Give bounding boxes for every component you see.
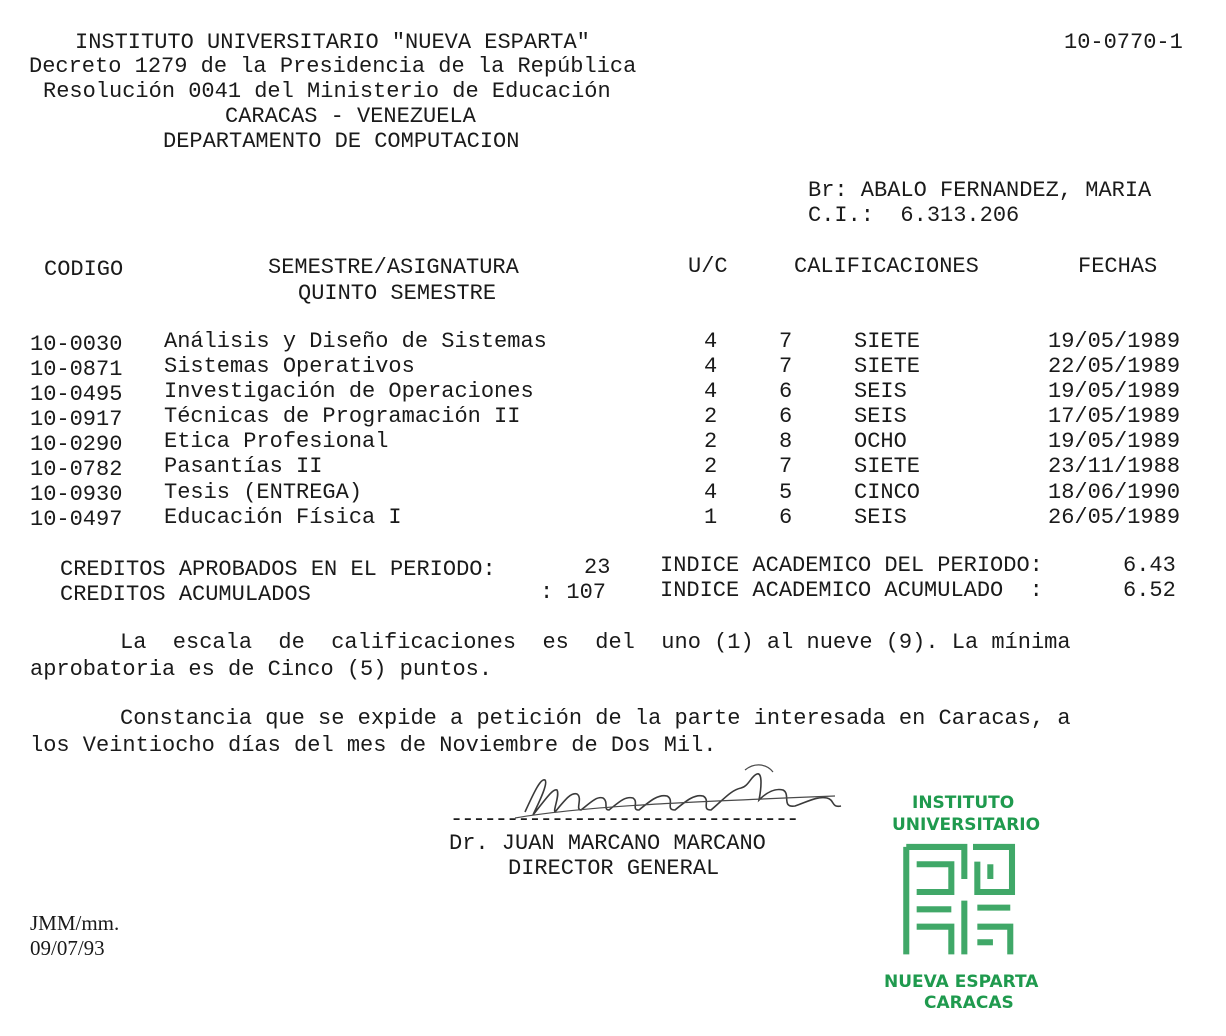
record-paragraph-line1: Constancia que se expide a petición de la parte interesada en Caracas, a bbox=[120, 706, 1071, 731]
row-code: 10-0495 bbox=[30, 382, 123, 407]
stamp-line-institute: INSTITUTO bbox=[912, 793, 1015, 813]
scale-paragraph-line2: aprobatoria es de Cinco (5) puntos. bbox=[30, 657, 493, 682]
row-subject: Etica Profesional bbox=[164, 429, 389, 454]
row-code: 10-0497 bbox=[30, 507, 123, 532]
row-grade: 5 bbox=[779, 480, 793, 505]
row-uc: 1 bbox=[704, 505, 718, 530]
row-uc: 4 bbox=[704, 480, 718, 505]
row-code: 10-0871 bbox=[30, 357, 123, 382]
row-subject: Sistemas Operativos bbox=[164, 354, 415, 379]
row-code: 10-0290 bbox=[30, 432, 123, 457]
row-subject: Tesis (ENTREGA) bbox=[164, 480, 363, 505]
stamp-line-university: UNIVERSITARIO bbox=[892, 815, 1041, 835]
row-date: 23/11/1988 bbox=[1048, 454, 1181, 479]
row-grade: 6 bbox=[779, 505, 793, 530]
footer-date: 09/07/93 bbox=[30, 936, 105, 960]
index-period-value: 6.43 bbox=[1123, 553, 1176, 578]
header-uc: U/C bbox=[688, 254, 728, 279]
row-date: 19/05/1989 bbox=[1048, 329, 1181, 354]
record-paragraph-line2: los Veintiocho días del mes de Noviembre de Dos Mil. bbox=[30, 733, 717, 758]
row-subject: Educación Física I bbox=[164, 505, 402, 530]
row-uc: 4 bbox=[704, 354, 718, 379]
row-grade-text: SEIS bbox=[854, 505, 907, 530]
index-total-label: INDICE ACADEMICO ACUMULADO : bbox=[660, 578, 1043, 603]
row-date: 26/05/1989 bbox=[1048, 505, 1181, 530]
row-code: 10-0782 bbox=[30, 457, 123, 482]
row-code: 10-0917 bbox=[30, 407, 123, 432]
row-grade: 7 bbox=[779, 354, 793, 379]
row-grade-text: CINCO bbox=[854, 480, 921, 505]
signer-title: DIRECTOR GENERAL bbox=[508, 856, 720, 881]
row-grade: 7 bbox=[779, 454, 793, 479]
row-uc: 2 bbox=[704, 429, 718, 454]
row-grade: 6 bbox=[779, 379, 793, 404]
stamp-emblem bbox=[880, 840, 1040, 970]
header-code: CODIGO bbox=[44, 257, 124, 282]
credits-period-label: CREDITOS APROBADOS EN EL PERIODO: bbox=[60, 557, 496, 582]
credits-period-value: 23 bbox=[584, 555, 611, 580]
row-subject: Técnicas de Programación II bbox=[164, 404, 521, 429]
row-date: 22/05/1989 bbox=[1048, 354, 1181, 379]
decree-line: Decreto 1279 de la Presidencia de la República bbox=[29, 54, 637, 79]
row-grade-text: SEIS bbox=[854, 404, 907, 429]
row-subject: Análisis y Diseño de Sistemas bbox=[164, 329, 547, 354]
credits-total-label: CREDITOS ACUMULADOS bbox=[60, 582, 311, 607]
row-grade-text: SIETE bbox=[854, 454, 921, 479]
row-date: 17/05/1989 bbox=[1048, 404, 1181, 429]
row-grade: 8 bbox=[779, 429, 793, 454]
header-subject: SEMESTRE/ASIGNATURA bbox=[268, 255, 519, 280]
typist-initials: JMM/mm. bbox=[30, 911, 120, 935]
row-subject: Pasantías II bbox=[164, 454, 323, 479]
resolution-line: Resolución 0041 del Ministerio de Educación bbox=[43, 79, 611, 104]
row-uc: 2 bbox=[704, 404, 718, 429]
stamp-line-name: NUEVA ESPARTA bbox=[884, 972, 1039, 992]
row-grade-text: SEIS bbox=[854, 379, 907, 404]
row-uc: 2 bbox=[704, 454, 718, 479]
row-grade-text: SIETE bbox=[854, 329, 921, 354]
row-uc: 4 bbox=[704, 379, 718, 404]
semester-label: QUINTO SEMESTRE bbox=[298, 281, 497, 306]
student-name: Br: ABALO FERNANDEZ, MARIA bbox=[808, 178, 1152, 203]
city-line: CARACAS - VENEZUELA bbox=[225, 104, 476, 129]
document-number: 10-0770-1 bbox=[1064, 30, 1183, 55]
signature-line: ------------------------------- bbox=[450, 807, 798, 832]
row-grade: 7 bbox=[779, 329, 793, 354]
stamp-line-city: CARACAS bbox=[924, 993, 1014, 1013]
header-grades: CALIFICACIONES bbox=[794, 254, 979, 279]
row-code: 10-0030 bbox=[30, 332, 123, 357]
row-date: 18/06/1990 bbox=[1048, 480, 1181, 505]
row-date: 19/05/1989 bbox=[1048, 379, 1181, 404]
row-subject: Investigación de Operaciones bbox=[164, 379, 534, 404]
header-dates: FECHAS bbox=[1078, 254, 1158, 279]
institute-name: INSTITUTO UNIVERSITARIO "NUEVA ESPARTA" bbox=[75, 30, 590, 55]
row-grade-text: OCHO bbox=[854, 429, 907, 454]
row-code: 10-0930 bbox=[30, 482, 123, 507]
institution-stamp bbox=[880, 785, 1040, 1015]
signer-name: Dr. JUAN MARCANO MARCANO bbox=[449, 831, 766, 856]
index-total-value: 6.52 bbox=[1123, 578, 1176, 603]
row-date: 19/05/1989 bbox=[1048, 429, 1181, 454]
row-uc: 4 bbox=[704, 329, 718, 354]
student-id: C.I.: 6.313.206 bbox=[808, 203, 1020, 228]
row-grade: 6 bbox=[779, 404, 793, 429]
department-line: DEPARTAMENTO DE COMPUTACION bbox=[163, 129, 520, 154]
row-grade-text: SIETE bbox=[854, 354, 921, 379]
index-period-label: INDICE ACADEMICO DEL PERIODO: bbox=[660, 553, 1043, 578]
credits-total-value: : 107 bbox=[540, 580, 607, 605]
scale-paragraph-line1: La escala de calificaciones es del uno (1) al nueve (9). La mínima bbox=[120, 630, 1071, 655]
